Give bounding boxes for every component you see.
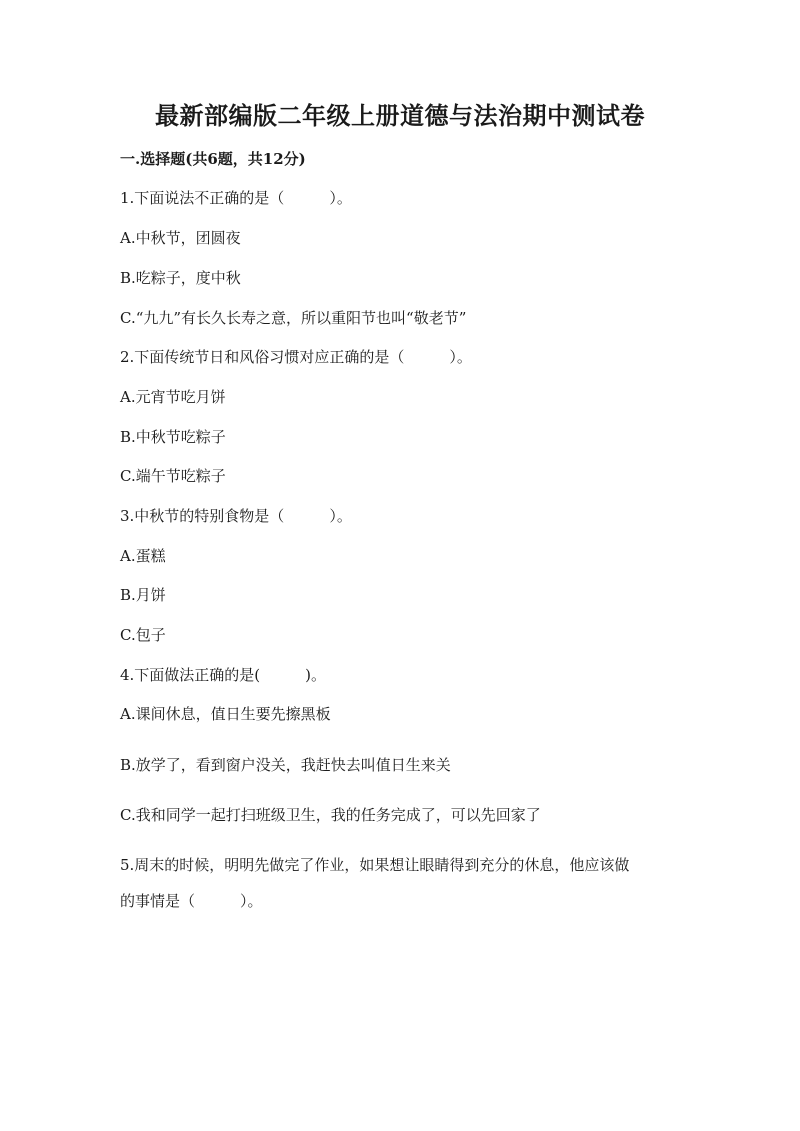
- section-heading: 一.选择题(共6题，共12分): [120, 150, 306, 168]
- question-1-option-b: B.吃粽子，度中秋: [120, 269, 241, 287]
- question-1-stem: 1.下面说法不正确的是（ ）。: [120, 189, 352, 207]
- question-3-option-b: B.月饼: [120, 586, 166, 604]
- question-2-option-c: C.端午节吃粽子: [120, 467, 226, 485]
- question-3-option-c: C.包子: [120, 626, 166, 644]
- question-2-stem: 2.下面传统节日和风俗习惯对应正确的是（ ）。: [120, 348, 472, 366]
- question-1-option-c: C.“九九”有长久长寿之意，所以重阳节也叫“敬老节”: [120, 309, 467, 327]
- question-3-option-a: A.蛋糕: [120, 547, 166, 565]
- question-3-stem: 3.中秋节的特别食物是（ ）。: [120, 507, 352, 525]
- question-5-stem-line-1: 5.周末的时候，明明先做完了作业，如果想让眼睛得到充分的休息，他应该做: [120, 856, 630, 874]
- question-4-option-b: B.放学了，看到窗户没关，我赶快去叫值日生来关: [120, 756, 451, 774]
- question-5-stem-line-2: 的事情是（ ）。: [120, 892, 263, 910]
- question-4-option-a: A.课间休息，值日生要先擦黑板: [120, 705, 331, 723]
- page-title: 最新部编版二年级上册道德与法治期中测试卷: [155, 101, 645, 130]
- question-4-option-c: C.我和同学一起打扫班级卫生，我的任务完成了，可以先回家了: [120, 806, 541, 824]
- question-1-option-a: A.中秋节，团圆夜: [120, 229, 241, 247]
- question-2-option-a: A.元宵节吃月饼: [120, 388, 226, 406]
- question-4-stem: 4.下面做法正确的是( )。: [120, 666, 327, 684]
- question-2-option-b: B.中秋节吃粽子: [120, 428, 226, 446]
